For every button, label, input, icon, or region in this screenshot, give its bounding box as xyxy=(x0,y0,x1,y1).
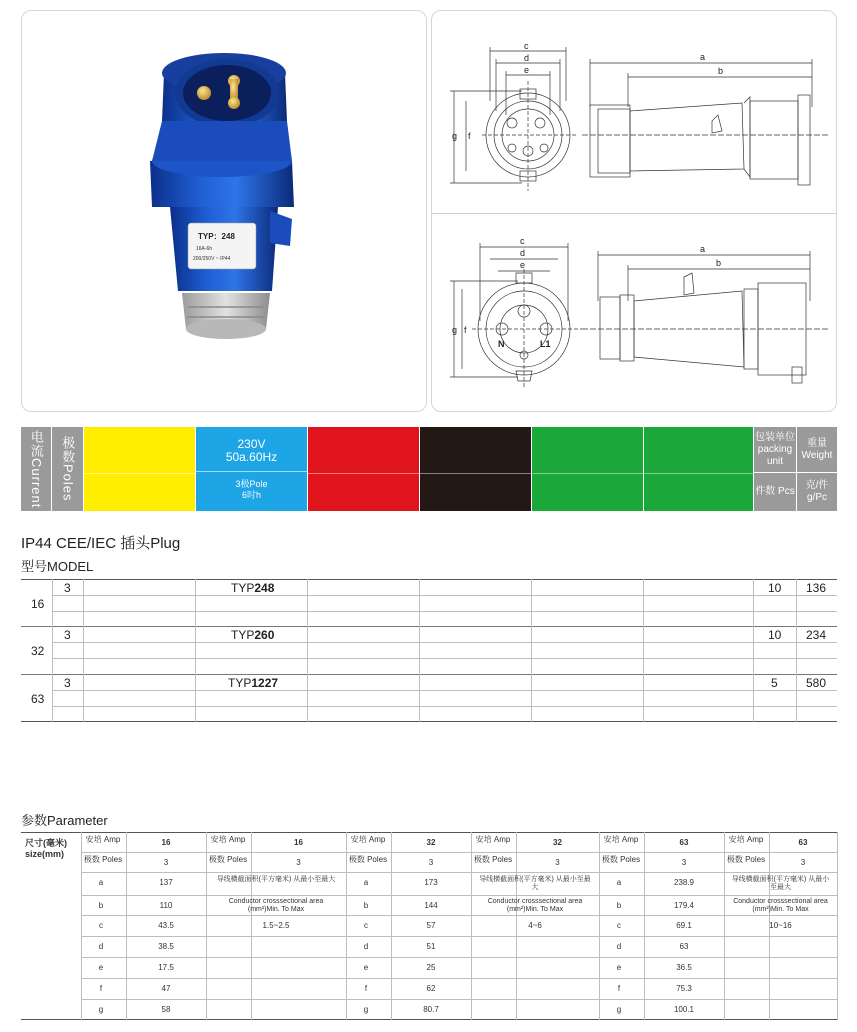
size-label-en: size(mm) xyxy=(25,849,65,859)
spec-header-band xyxy=(21,427,837,511)
conductor-range-1: 4~6 xyxy=(528,921,542,930)
dim-letter-1-5: f xyxy=(364,984,368,993)
dim-value-1-5: 62 xyxy=(426,984,436,993)
dim-value-2-2: 69.1 xyxy=(676,921,692,930)
conductor-cn-1: 导线横截面积(平方毫米) 从最小至最大 xyxy=(479,876,591,892)
photo-label-spec: 16A-6h xyxy=(196,246,213,252)
dim-letter-2-0: a xyxy=(616,878,622,887)
model-row-1-poles: 3 xyxy=(64,581,71,595)
dim-value-2-4: 36.5 xyxy=(676,963,692,972)
dim-value-0-4: 17.5 xyxy=(158,963,174,972)
model-row-2-current: 32 xyxy=(31,644,45,658)
conductor-cn-0: 导线横截面积(平方毫米) 从最小至最大 xyxy=(216,876,336,883)
poles-label-cell xyxy=(52,427,83,511)
dim-letter-2-4: e xyxy=(616,963,622,972)
dim-value-2-3: 63 xyxy=(679,942,689,951)
dim-value-2-6: 100.1 xyxy=(673,1005,695,1014)
model-row-2-poles: 3 xyxy=(64,628,71,642)
dim-letter-2-3: d xyxy=(616,942,622,951)
dim-value-1-3: 51 xyxy=(426,942,436,951)
dim-letter-2-5: f xyxy=(617,984,621,993)
dim-value-2-1: 179.4 xyxy=(673,901,695,910)
model-row-3-current: 63 xyxy=(31,692,45,706)
color-green-2 xyxy=(644,427,753,511)
pieces-cell xyxy=(754,473,796,511)
dim-value-0-2: 43.5 xyxy=(158,921,174,930)
drawing-bottom-dim-b: b xyxy=(716,258,722,268)
model-label: 型号MODEL xyxy=(21,559,94,574)
poles-value2-2: 3 xyxy=(800,858,806,867)
amp-value2-0: 16 xyxy=(294,838,303,847)
conductor-range-2: 10~16 xyxy=(769,921,792,930)
dim-letter-0-2: c xyxy=(99,921,103,930)
drawing-top-dim-d: d xyxy=(524,53,530,63)
color-black xyxy=(420,427,531,511)
photo-label-rating: 200/250V ~ IP44 xyxy=(193,256,231,262)
poles-label-2: 极数 Poles xyxy=(601,855,641,864)
weight-label: 重量 Weight xyxy=(801,437,833,461)
current-label: 电流Current xyxy=(28,429,44,509)
model-row-1-pcs: 10 xyxy=(768,581,782,595)
drawing-top-dim-a: a xyxy=(700,52,706,62)
poles-label-1: 极数 Poles xyxy=(348,855,388,864)
dim-letter-1-4: e xyxy=(363,963,369,972)
dim-value-0-6: 58 xyxy=(161,1005,171,1014)
dim-letter-2-2: c xyxy=(617,921,621,930)
model-table xyxy=(21,579,837,722)
model-row-1-weight: 136 xyxy=(806,581,827,595)
dim-value-1-1: 144 xyxy=(424,901,438,910)
model-row-2-typ: TYP260 xyxy=(231,628,275,642)
grams-label: 克/件 g/Pc xyxy=(805,480,829,503)
dim-value-0-5: 47 xyxy=(161,984,171,993)
drawing-bottom-dim-g: g xyxy=(452,325,458,335)
poles-value-0: 3 xyxy=(163,858,169,867)
model-row-3-poles: 3 xyxy=(64,676,71,690)
amp-label-0: 安培 Amp xyxy=(85,835,121,844)
product-photo-panel xyxy=(21,10,427,412)
dim-value-0-1: 110 xyxy=(159,901,173,910)
amp-label2-0: 安培 Amp xyxy=(210,835,246,844)
poles-label2-1: 极数 Poles xyxy=(473,855,513,864)
poles-label-0: 极数 Poles xyxy=(83,855,123,864)
poles-value2-1: 3 xyxy=(555,858,560,867)
dim-value-0-0: 137 xyxy=(159,878,173,887)
drawing-top-dim-c: c xyxy=(524,41,529,51)
amp-value2-2: 63 xyxy=(798,838,808,847)
photo-label-typ: TYP：248 xyxy=(198,232,235,241)
dim-letter-0-3: d xyxy=(98,942,104,951)
dim-letter-0-0: a xyxy=(98,878,104,887)
parameter-table xyxy=(21,832,837,1024)
drawing-bottom-dim-f: f xyxy=(464,325,467,335)
packing-unit-cell xyxy=(754,427,796,472)
dim-letter-1-1: b xyxy=(363,901,369,910)
dim-value-2-5: 75.3 xyxy=(676,984,692,993)
amp-value2-1: 32 xyxy=(553,838,562,847)
hour-value: 6时h xyxy=(241,489,261,500)
amp-label-1: 安培 Amp xyxy=(350,835,386,844)
dim-letter-2-1: b xyxy=(616,901,622,910)
drawing-bottom-dim-e: e xyxy=(520,260,526,270)
dim-letter-0-6: g xyxy=(98,1005,104,1014)
color-red xyxy=(308,427,419,511)
dimension-drawings xyxy=(432,11,837,412)
grams-cell xyxy=(797,473,837,511)
poles-label2-0: 极数 Poles xyxy=(208,855,248,864)
plug-photo xyxy=(22,11,427,412)
drawing-top-dim-f: f xyxy=(468,131,471,141)
model-row-2-weight: 234 xyxy=(806,628,827,642)
param-title: 参数Parameter xyxy=(21,813,108,828)
dim-value-1-6: 80.7 xyxy=(423,1005,439,1014)
drawing-top-dim-e: e xyxy=(524,65,530,75)
amp-value-1: 32 xyxy=(426,838,436,847)
model-row-2-pcs: 10 xyxy=(768,628,782,642)
color-green-1 xyxy=(532,427,643,511)
frequency-text: 50a.60Hz xyxy=(225,449,278,464)
dim-letter-0-1: b xyxy=(98,901,104,910)
drawing-top-dim-g: g xyxy=(452,131,458,141)
dim-letter-1-3: d xyxy=(363,942,369,951)
page-title: IP44 CEE/IEC 插头Plug xyxy=(21,535,181,552)
dim-letter-0-5: f xyxy=(99,984,103,993)
dim-letter-1-0: a xyxy=(363,878,369,887)
dim-value-2-0: 238.9 xyxy=(673,878,695,887)
dim-letter-0-4: e xyxy=(98,963,104,972)
dim-value-1-0: 173 xyxy=(424,878,438,887)
dim-value-1-2: 57 xyxy=(426,921,436,930)
dim-letter-2-6: g xyxy=(616,1005,622,1014)
drawing-divider xyxy=(432,213,836,214)
amp-label2-2: 安培 Amp xyxy=(728,835,764,844)
drawing-bottom-dim-d: d xyxy=(520,248,526,258)
conductor-cn-2: 导线横截面积(平方毫米) 从最小至最大 xyxy=(731,876,830,892)
conductor-en-2: Conductor crosssectional area (mm²)Min. To Max xyxy=(733,898,828,914)
poles-value2-0: 3 xyxy=(296,858,301,867)
model-row-3-pcs: 5 xyxy=(771,676,778,690)
color-blue xyxy=(196,427,307,511)
poles-value: 3极Pole xyxy=(235,478,268,489)
conductor-en-0: Conductor crosssectional area (mm²)Min. To Max xyxy=(228,898,324,914)
model-row-3-weight: 580 xyxy=(806,676,827,690)
drawing-top-dim-b: b xyxy=(718,66,724,76)
dim-letter-1-6: g xyxy=(363,1005,369,1014)
voltage-text: 230V xyxy=(237,436,266,451)
pieces-label: 件数 Pcs xyxy=(755,486,795,497)
model-row-1-current: 16 xyxy=(31,597,45,611)
amp-value-2: 63 xyxy=(679,838,689,847)
poles-value-1: 3 xyxy=(428,858,434,867)
packing-unit-label: 包装单位 packing unit xyxy=(755,431,795,467)
drawing-pin-l1: L1 xyxy=(540,339,551,349)
dim-value-0-3: 38.5 xyxy=(158,942,174,951)
conductor-range-0: 1.5~2.5 xyxy=(262,921,290,930)
poles-label2-2: 极数 Poles xyxy=(726,855,766,864)
dim-letter-1-2: c xyxy=(364,921,368,930)
model-row-1-typ: TYP248 xyxy=(231,581,275,595)
drawing-bottom-dim-c: c xyxy=(520,236,525,246)
current-label-cell xyxy=(21,427,51,511)
poles-label: 极数Poles xyxy=(60,436,76,502)
poles-value-2: 3 xyxy=(681,858,687,867)
amp-label2-1: 安培 Amp xyxy=(475,835,511,844)
amp-label-2: 安培 Amp xyxy=(603,835,639,844)
model-row-3-typ: TYP1227 xyxy=(228,676,279,690)
conductor-en-1: Conductor crosssectional area (mm²)Min. To Max xyxy=(487,898,583,914)
color-yellow xyxy=(84,427,195,511)
dim-value-1-4: 25 xyxy=(426,963,436,972)
drawing-pin-n: N xyxy=(498,339,505,349)
amp-value-0: 16 xyxy=(161,838,171,847)
size-label-cn: 尺寸(毫米) xyxy=(25,838,67,848)
weight-cell xyxy=(797,427,837,472)
drawing-bottom-dim-a: a xyxy=(700,244,706,254)
technical-drawing-panel xyxy=(431,10,837,412)
